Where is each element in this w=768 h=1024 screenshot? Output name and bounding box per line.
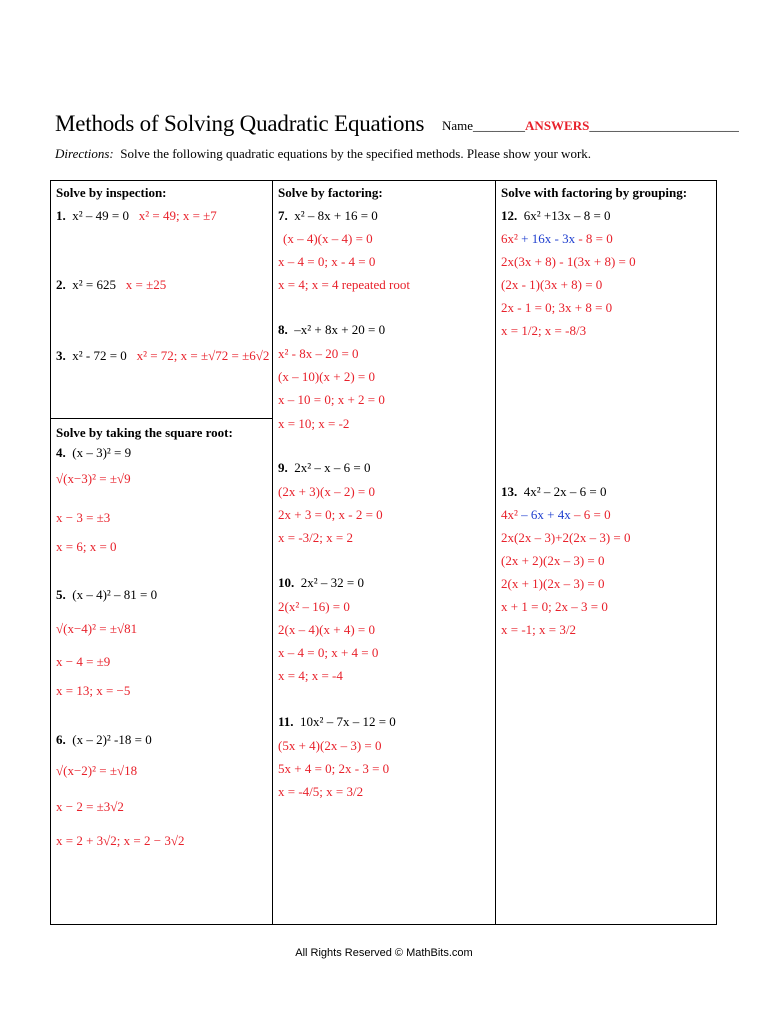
step: [501, 507, 611, 523]
step: [501, 231, 613, 247]
step: x – 4 = 0; x - 4 = 0: [278, 254, 376, 269]
step-part: 6x²: [501, 231, 518, 246]
problem-6: [56, 732, 152, 748]
problem-equation: 10x² – 7x – 12 = 0: [300, 714, 396, 729]
problem-equation: (x – 3)² = 9: [72, 445, 132, 460]
step: x + 1 = 0; 2x – 3 = 0: [501, 599, 608, 614]
problem-answer: x² = 49; x = ±7: [138, 208, 217, 223]
problem-equation: 4x² – 2x – 6 = 0: [523, 484, 607, 499]
step: x = 6; x = 0: [56, 539, 117, 554]
step: (2x + 2)(2x – 3) = 0: [501, 553, 605, 568]
column-divider-2: [495, 181, 496, 924]
square-root-header: Solve by taking the square root:: [56, 425, 233, 440]
step: x − 4 = ±9: [56, 654, 111, 669]
step: x = 13; x = −5: [56, 683, 131, 698]
step: x = 10; x = -2: [278, 416, 350, 431]
problem-answer: x² = 72; x = ±√72 = ±6√2: [136, 348, 270, 363]
problem-number: 7.: [278, 208, 288, 223]
step: √(x−2)² = ±√18: [56, 763, 138, 778]
problem-answer: x = ±25: [125, 277, 167, 292]
problem-equation: 6x² +13x – 8 = 0: [523, 208, 611, 223]
problem-number: 6.: [56, 732, 66, 747]
step: x − 2 = ±3√2: [56, 799, 124, 814]
problem-equation: x² = 625: [72, 277, 116, 292]
name-value: ANSWERS: [525, 118, 590, 133]
problem-number: 8.: [278, 322, 288, 337]
problem-9: [278, 460, 370, 476]
problem-12: [501, 208, 611, 224]
step: (5x + 4)(2x – 3) = 0: [278, 738, 382, 753]
problem-number: 3.: [56, 348, 66, 363]
problem-1: [56, 208, 217, 224]
step: (2x - 1)(3x + 8) = 0: [501, 277, 603, 292]
step: x = 4; x = -4: [278, 668, 343, 683]
problem-equation: 2x² – x – 6 = 0: [294, 460, 371, 475]
problem-number: 2.: [56, 277, 66, 292]
step: 2(x – 4)(x + 4) = 0: [278, 622, 375, 637]
directions: [55, 146, 591, 162]
step: 2(x² – 16) = 0: [278, 599, 350, 614]
inspection-header: Solve by inspection:: [56, 185, 167, 200]
problem-10: [278, 575, 364, 591]
problem-4: [56, 445, 131, 461]
problem-number: 5.: [56, 587, 66, 602]
problem-equation: (x – 2)² -18 = 0: [72, 732, 152, 747]
problem-number: 9.: [278, 460, 288, 475]
name-field: [442, 117, 739, 135]
name-label: Name________: [442, 118, 526, 133]
step: 2(x + 1)(2x – 3) = 0: [501, 576, 605, 591]
step-split-terms: + 16x - 3x: [517, 231, 579, 246]
problem-13: [501, 484, 606, 500]
step-part: – 6 = 0: [574, 507, 611, 522]
problem-2: [56, 277, 166, 293]
step: x = 4; x = 4 repeated root: [278, 277, 410, 292]
problem-number: 4.: [56, 445, 66, 460]
problem-grid: [50, 180, 717, 925]
step: (x – 4)(x – 4) = 0: [283, 231, 373, 246]
step: x − 3 = ±3: [56, 510, 111, 525]
step: √(x−3)² = ±√9: [56, 471, 131, 486]
problem-equation: (x – 4)² – 81 = 0: [72, 587, 158, 602]
step: √(x−4)² = ±√81: [56, 621, 138, 636]
step: (x – 10)(x + 2) = 0: [278, 369, 375, 384]
problem-equation: –x² + 8x + 20 = 0: [294, 322, 386, 337]
page-title: Methods of Solving Quadratic Equations: [55, 111, 425, 136]
step-split-terms: – 6x + 4x: [517, 507, 574, 522]
step: x = 1/2; x = -8/3: [501, 323, 587, 338]
step: x = -3/2; x = 2: [278, 530, 353, 545]
problem-11: [278, 714, 396, 730]
problem-number: 12.: [501, 208, 518, 223]
step: x – 10 = 0; x + 2 = 0: [278, 392, 385, 407]
step: x = -4/5; x = 3/2: [278, 784, 364, 799]
step: x² - 8x – 20 = 0: [278, 346, 359, 361]
step-part: 4x²: [501, 507, 518, 522]
directions-label: Directions:: [55, 146, 114, 161]
problem-equation: x² – 8x + 16 = 0: [294, 208, 378, 223]
step: x – 4 = 0; x + 4 = 0: [278, 645, 379, 660]
problem-7: [278, 208, 378, 224]
problem-number: 13.: [501, 484, 518, 499]
step: 5x + 4 = 0; 2x - 3 = 0: [278, 761, 390, 776]
factoring-header: Solve by factoring:: [278, 185, 383, 200]
name-underline: _______________________: [589, 118, 739, 133]
directions-text: Solve the following quadratic equations by the specified methods. Please show your work.: [120, 146, 592, 161]
column-divider-1: [272, 181, 273, 924]
step: 2x(3x + 8) - 1(3x + 8) = 0: [501, 254, 636, 269]
step: 2x(2x – 3)+2(2x – 3) = 0: [501, 530, 631, 545]
problem-8: [278, 322, 385, 338]
problem-equation: x² - 72 = 0: [72, 348, 127, 363]
grouping-header: Solve with factoring by grouping:: [501, 185, 688, 200]
problem-number: 10.: [278, 575, 295, 590]
problem-3: [56, 348, 269, 364]
section-divider: [51, 418, 272, 419]
copyright-footer: All Rights Reserved © MathBits.com: [295, 947, 473, 959]
problem-equation: 2x² – 32 = 0: [300, 575, 364, 590]
problem-number: 11.: [278, 714, 294, 729]
step: 2x - 1 = 0; 3x + 8 = 0: [501, 300, 613, 315]
step: (2x + 3)(x – 2) = 0: [278, 484, 375, 499]
problem-equation: x² – 49 = 0: [72, 208, 129, 223]
step-part: - 8 = 0: [578, 231, 613, 246]
step: x = -1; x = 3/2: [501, 622, 576, 637]
step: 2x + 3 = 0; x - 2 = 0: [278, 507, 383, 522]
step: x = 2 + 3√2; x = 2 − 3√2: [56, 833, 185, 848]
problem-number: 1.: [56, 208, 66, 223]
problem-5: [56, 587, 157, 603]
